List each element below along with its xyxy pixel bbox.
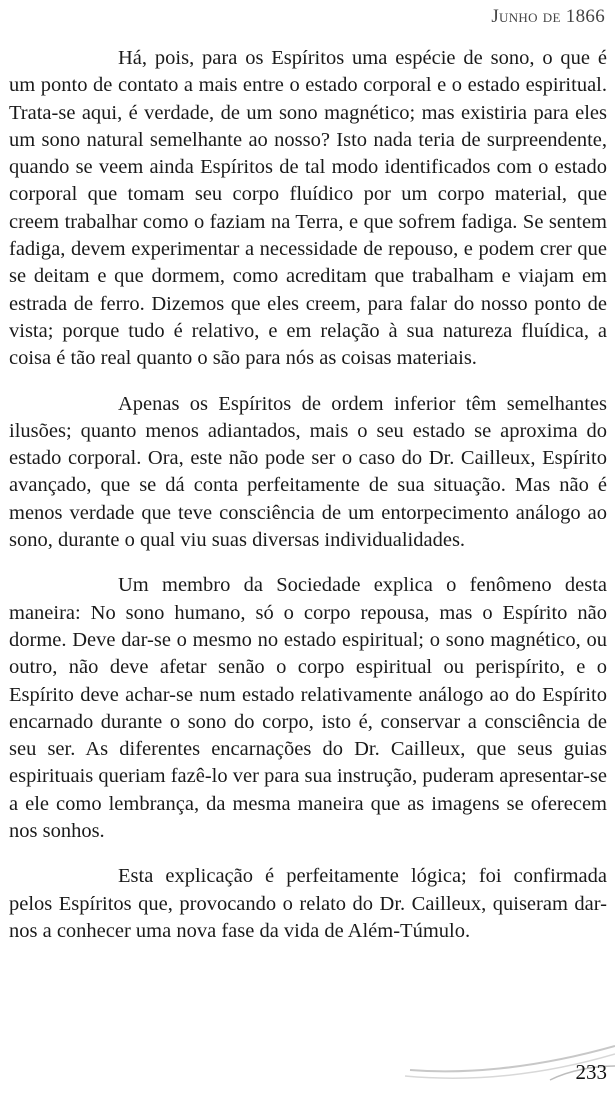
paragraph-2: Apenas os Espíritos de ordem inferior têm semelhantes ilusões; quanto menos adiantados, mais o seu estado se aproxima do estado corporal. Ora, este não pode ser o caso do Dr. Cailleux, Espírito avançado, que se dá conta perfeitamente de sua situação. Mas não é menos verdade que teve consciência de um entorpecimento análogo ao sono, durante o qual viu suas diversas individualidades.: [9, 392, 607, 552]
page-body: [9, 45, 607, 963]
paragraph-1: Há, pois, para os Espíritos uma espécie de sono, o que é um ponto de contato a mais entre o estado corporal e o estado espiritual. Trata-se aqui, é verdade, de um sono magnético; mas existiria para eles um sono natural semelhante ao nosso? Isto nada teria de surpreendente, quando se veem ainda Espíritos de tal modo identificados com o estado corporal que tomam seu corpo fluídico por um corpo material, que creem trabalhar como o faziam na Terra, e que sofrem fadiga. Se sentem fadiga, devem experimentar a necessidade de repouso, e podem crer que se deitam e que dormem, como acreditam que trabalham e viajam em estrada de ferro. Dizemos que eles creem, para falar do nosso ponto de vista; porque tudo é relativo, e em relação à sua natureza fluídica, a coisa é tão real quanto o são para nós as coisas materiais.: [9, 47, 607, 370]
running-header: Junho de 1866: [491, 6, 605, 27]
paragraph-3: Um membro da Sociedade explica o fenômeno desta maneira: No sono humano, só o corpo repousa, mas o Espírito não dorme. Deve dar-se o mesmo no estado espiritual; o sono magnético, ou outro, não deve afetar senão o corpo espiritual ou perispírito, e o Espírito deve achar-se num estado relativamente análogo ao do Espírito encarnado durante o sono do corpo, isto é, conservar a consciência de seu ser. As diferentes encarnações do Dr. Cailleux, que seus guias espirituais queriam fazê-lo ver para sua instrução, puderam apresentar-se a ele como lembrança, da mesma maneira que as imagens se oferecem nos sonhos.: [9, 574, 607, 843]
paragraph-4: Esta explicação é perfeitamente lógica; foi confirmada pelos Espíritos que, provocando o relato do Dr. Cailleux, quiseram dar-nos a conhecer uma nova fase da vida de Além-Túmulo.: [9, 865, 607, 942]
page-number: 233: [575, 1060, 607, 1084]
